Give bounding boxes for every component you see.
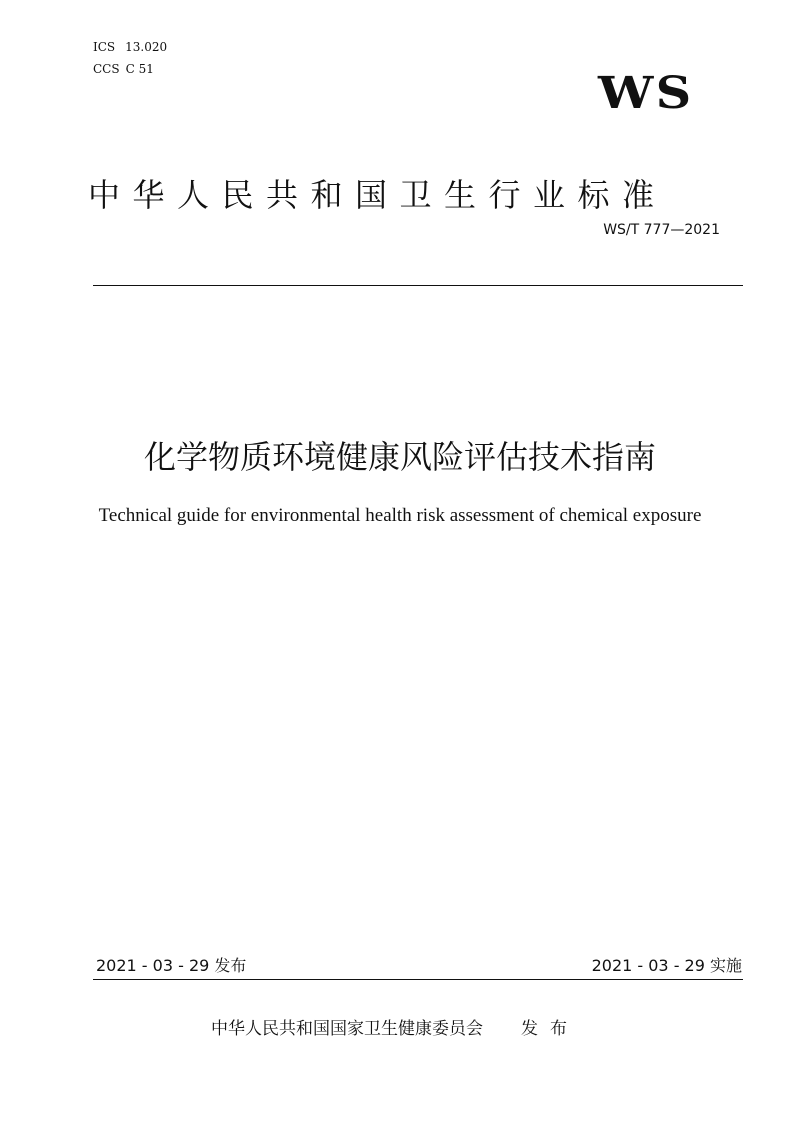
- implementation-date: 2021 - 03 - 29 实施: [591, 956, 742, 975]
- document-title-chinese: 化学物质环境健康风险评估技术指南: [143, 438, 656, 476]
- bottom-divider: [93, 979, 743, 980]
- ics-code: [93, 40, 167, 54]
- standard-type-heading: 中华人民共和国卫生行业标准: [88, 176, 667, 214]
- ics-value: 13.020: [125, 40, 168, 54]
- issuer-action: 发布: [521, 1019, 579, 1039]
- ws-logo: WS: [598, 68, 694, 119]
- ccs-label: CCS: [93, 62, 120, 76]
- standard-code: WS/T 777—2021: [603, 222, 720, 238]
- issuing-authority: [211, 1017, 579, 1041]
- issuer-name: 中华人民共和国国家卫生健康委员会: [211, 1019, 483, 1039]
- document-title-english: Technical guide for environmental health risk assessment of chemical exposure: [98, 505, 702, 526]
- issue-date: 2021 - 03 - 29 发布: [96, 956, 247, 975]
- ccs-value: C 51: [125, 62, 154, 76]
- ics-label: ICS: [93, 40, 116, 54]
- top-divider: [93, 285, 743, 286]
- ccs-code: [93, 62, 154, 76]
